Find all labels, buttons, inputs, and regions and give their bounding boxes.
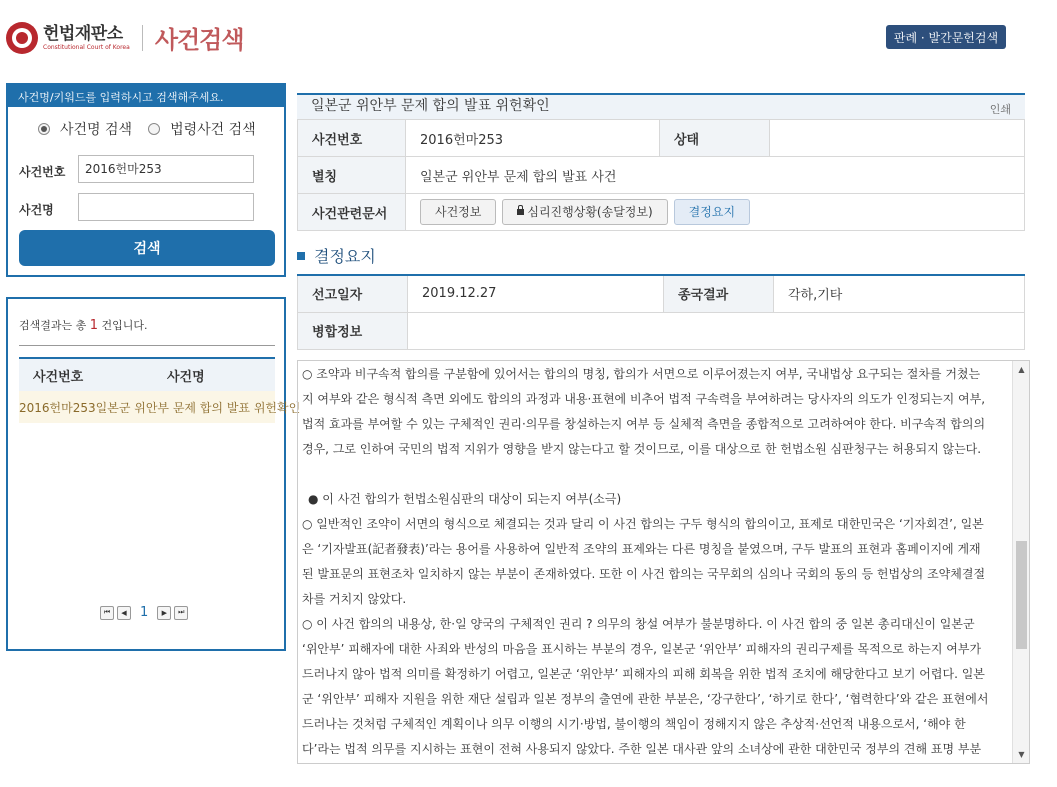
result-count-number: 1 bbox=[89, 318, 99, 333]
progress-button-label: 심리진행상황(송달정보) bbox=[527, 205, 653, 219]
case-name-label: 사건명 bbox=[19, 203, 54, 217]
content-line: 은 ‘기자발표(記者發表)’라는 용어를 사용하여 일반적 조약의 표제와는 다른 명칭을 붙였으며, 구두 발표의 표현과 홈페이지에 게재 bbox=[302, 542, 981, 556]
header-case-name: 사건명 bbox=[167, 369, 205, 385]
precedent-search-button[interactable]: 판례 · 발간문헌검색 bbox=[886, 25, 1006, 49]
content-line: 지 여부와 같은 형식적 측면 외에도 합의의 과정과 내용·표현에 비추어 법적 구속력을 부여하려는 당사자의 의도가 인정되는지 여부, bbox=[302, 392, 986, 406]
header bbox=[0, 0, 1057, 80]
content-line: ○ 이 사건 합의의 내용상, 한·일 양국의 구체적인 권리 ? 의무의 창설 여부가 불분명하다. 이 사건 합의 중 일본 총리대신이 일본군 bbox=[302, 617, 975, 631]
decision-info-table bbox=[297, 274, 1025, 350]
scroll-down-icon[interactable]: ▼ bbox=[1018, 750, 1025, 759]
logo-korean: 헌법재판소 bbox=[43, 23, 123, 44]
result-panel bbox=[6, 297, 301, 651]
page-number[interactable]: 1 bbox=[140, 605, 149, 620]
result-count bbox=[19, 317, 148, 333]
search-type-radios bbox=[38, 119, 272, 139]
content-line: 드러나지 않아 법적 의미를 확정하기 어렵고, 일본군 ‘위안부’ 피해자의 피해 회복을 위한 법적 조치에 해당한다고 보기 어렵다. 일본 bbox=[302, 667, 985, 681]
lock-icon bbox=[517, 209, 524, 215]
content-line: 차를 거치지 않았다. bbox=[302, 592, 407, 606]
status-value bbox=[770, 120, 1025, 157]
radio-statute-label[interactable]: 법령사건 검색 bbox=[170, 122, 256, 138]
case-number-th: 사건번호 bbox=[298, 120, 406, 157]
alias-value: 일본군 위안부 문제 합의 발표 사건 bbox=[406, 157, 1025, 194]
decision-summary-button[interactable]: 결정요지 bbox=[674, 199, 750, 225]
vertical-scrollbar[interactable] bbox=[1012, 361, 1029, 763]
content-line: 법적 효과를 부여할 수 있는 구체적인 권리·의무를 창설하는지 여부 등 실체적 측면을 종합적으로 고려하여야 한다. 비구속적 합의의 bbox=[302, 417, 986, 431]
content-gap bbox=[302, 462, 1010, 487]
section-title-text: 결정요지 bbox=[314, 247, 376, 266]
content-line: 군 ‘위안부’ 피해자 지원을 위한 재단 설립과 일본 정부의 출연에 관한 부분은, ‘강구한다’, ‘하기로 한다’, ‘협력한다’와 같은 표현에서 bbox=[302, 692, 989, 706]
detail-title bbox=[297, 93, 1025, 119]
result-value: 각하,기타 bbox=[774, 275, 1025, 312]
result-count-prefix: 검색결과는 총 bbox=[19, 319, 87, 332]
row-case-name[interactable]: 일본군 위안부 문제 합의 발표 위헌확인 bbox=[95, 400, 301, 415]
radio-case-name-label[interactable]: 사건명 검색 bbox=[60, 122, 133, 138]
logo-divider bbox=[142, 25, 143, 51]
court-seal-icon bbox=[6, 22, 38, 54]
content-line: ○ 조약과 비구속적 합의를 구분함에 있어서는 합의의 명칭, 합의가 서면으로 이루어졌는지 여부, 국내법상 요구되는 절차를 거쳤는 bbox=[302, 367, 981, 381]
print-link[interactable]: 인쇄 bbox=[989, 103, 1011, 116]
page-title: 사건검색 bbox=[154, 26, 244, 54]
content-text bbox=[302, 362, 1010, 762]
last-page-icon[interactable]: ⏭ bbox=[174, 606, 188, 620]
square-bullet-icon bbox=[297, 252, 305, 260]
docs-buttons bbox=[406, 194, 1025, 231]
case-info-button[interactable]: 사건정보 bbox=[420, 199, 496, 225]
search-hint: 사건명/키워드를 입력하시고 검색해주세요. bbox=[8, 85, 284, 107]
progress-button[interactable] bbox=[502, 199, 667, 225]
case-number-input[interactable]: 2016헌마253 bbox=[78, 155, 254, 183]
detail-title-text: 일본군 위안부 문제 합의 발표 위헌확인 bbox=[311, 98, 550, 114]
case-number-value: 2016헌마253 bbox=[406, 120, 660, 157]
case-number-label: 사건번호 bbox=[19, 165, 66, 179]
content-line: 된 발표문의 표현조차 일치하지 않는 부분이 존재하였다. 또한 이 사건 합의는 국무회의 심의나 국회의 동의 등 헌법상의 조약체결절 bbox=[302, 567, 986, 581]
prev-page-icon[interactable]: ◀ bbox=[117, 606, 131, 620]
decision-summary-content[interactable] bbox=[297, 360, 1030, 764]
pager bbox=[100, 605, 188, 620]
logo-english: Constitutional Court of Korea bbox=[43, 43, 130, 51]
merge-value bbox=[408, 312, 1025, 349]
result-count-suffix: 건입니다. bbox=[101, 319, 148, 332]
row-case-number[interactable]: 2016헌마253 bbox=[19, 400, 96, 415]
status-th: 상태 bbox=[660, 120, 770, 157]
radio-statute[interactable] bbox=[148, 123, 160, 135]
scrollbar-thumb[interactable] bbox=[1016, 541, 1027, 649]
table-row[interactable] bbox=[19, 391, 301, 423]
result-table bbox=[19, 357, 301, 423]
next-page-icon[interactable]: ▶ bbox=[157, 606, 171, 620]
content-line: 경우, 그로 인하여 국민의 법적 지위가 영향을 받지 않는다고 할 것이므로, 이를 대상으로 한 헌법소원 심판청구는 허용되지 않는다. bbox=[302, 442, 982, 456]
date-th: 선고일자 bbox=[298, 275, 408, 312]
case-name-input[interactable] bbox=[78, 193, 254, 221]
court-logo[interactable] bbox=[6, 20, 244, 55]
merge-th: 병합정보 bbox=[298, 312, 408, 349]
content-line: 드러나는 것처럼 구체적인 계획이나 의무 이행의 시기·방법, 불이행의 책임이 정해지지 않은 추상적·선언적 내용으로서, ‘해야 한 bbox=[302, 717, 966, 731]
alias-th: 별칭 bbox=[298, 157, 406, 194]
header-case-number: 사건번호 bbox=[33, 369, 84, 385]
content-bullet-heading: ● 이 사건 합의가 헌법소원심판의 대상이 되는지 여부(소극) bbox=[308, 492, 622, 506]
date-value: 2019.12.27 bbox=[408, 275, 664, 312]
result-divider bbox=[19, 345, 275, 346]
content-line: 다’라는 법적 의무를 지시하는 표현이 전혀 사용되지 않았다. 주한 일본 대사관 앞의 소녀상에 관한 대한민국 정부의 견해 표명 부분 bbox=[302, 742, 982, 756]
content-line: ○ 일반적인 조약이 서면의 형식으로 체결되는 것과 달리 이 사건 합의는 구두 형식의 합의이고, 표제로 대한민국은 ‘기자회견’, 일본 bbox=[302, 517, 984, 531]
search-button[interactable]: 검색 bbox=[19, 230, 275, 266]
section-title bbox=[297, 244, 376, 267]
content-line: ‘위안부’ 피해자에 대한 사죄와 반성의 마음을 표시하는 부분의 경우, 일본군 ‘위안부’ 피해자의 권리구제를 목적으로 하는지 여부가 bbox=[302, 642, 982, 656]
case-info-table bbox=[297, 119, 1025, 231]
result-table-header bbox=[19, 359, 275, 391]
first-page-icon[interactable]: ⏮ bbox=[100, 606, 114, 620]
scroll-up-icon[interactable]: ▲ bbox=[1018, 365, 1025, 374]
result-th: 종국결과 bbox=[664, 275, 774, 312]
radio-case-name[interactable] bbox=[38, 123, 50, 135]
search-panel bbox=[6, 83, 286, 277]
logo-text bbox=[43, 24, 130, 52]
docs-th: 사건관련문서 bbox=[298, 194, 406, 231]
